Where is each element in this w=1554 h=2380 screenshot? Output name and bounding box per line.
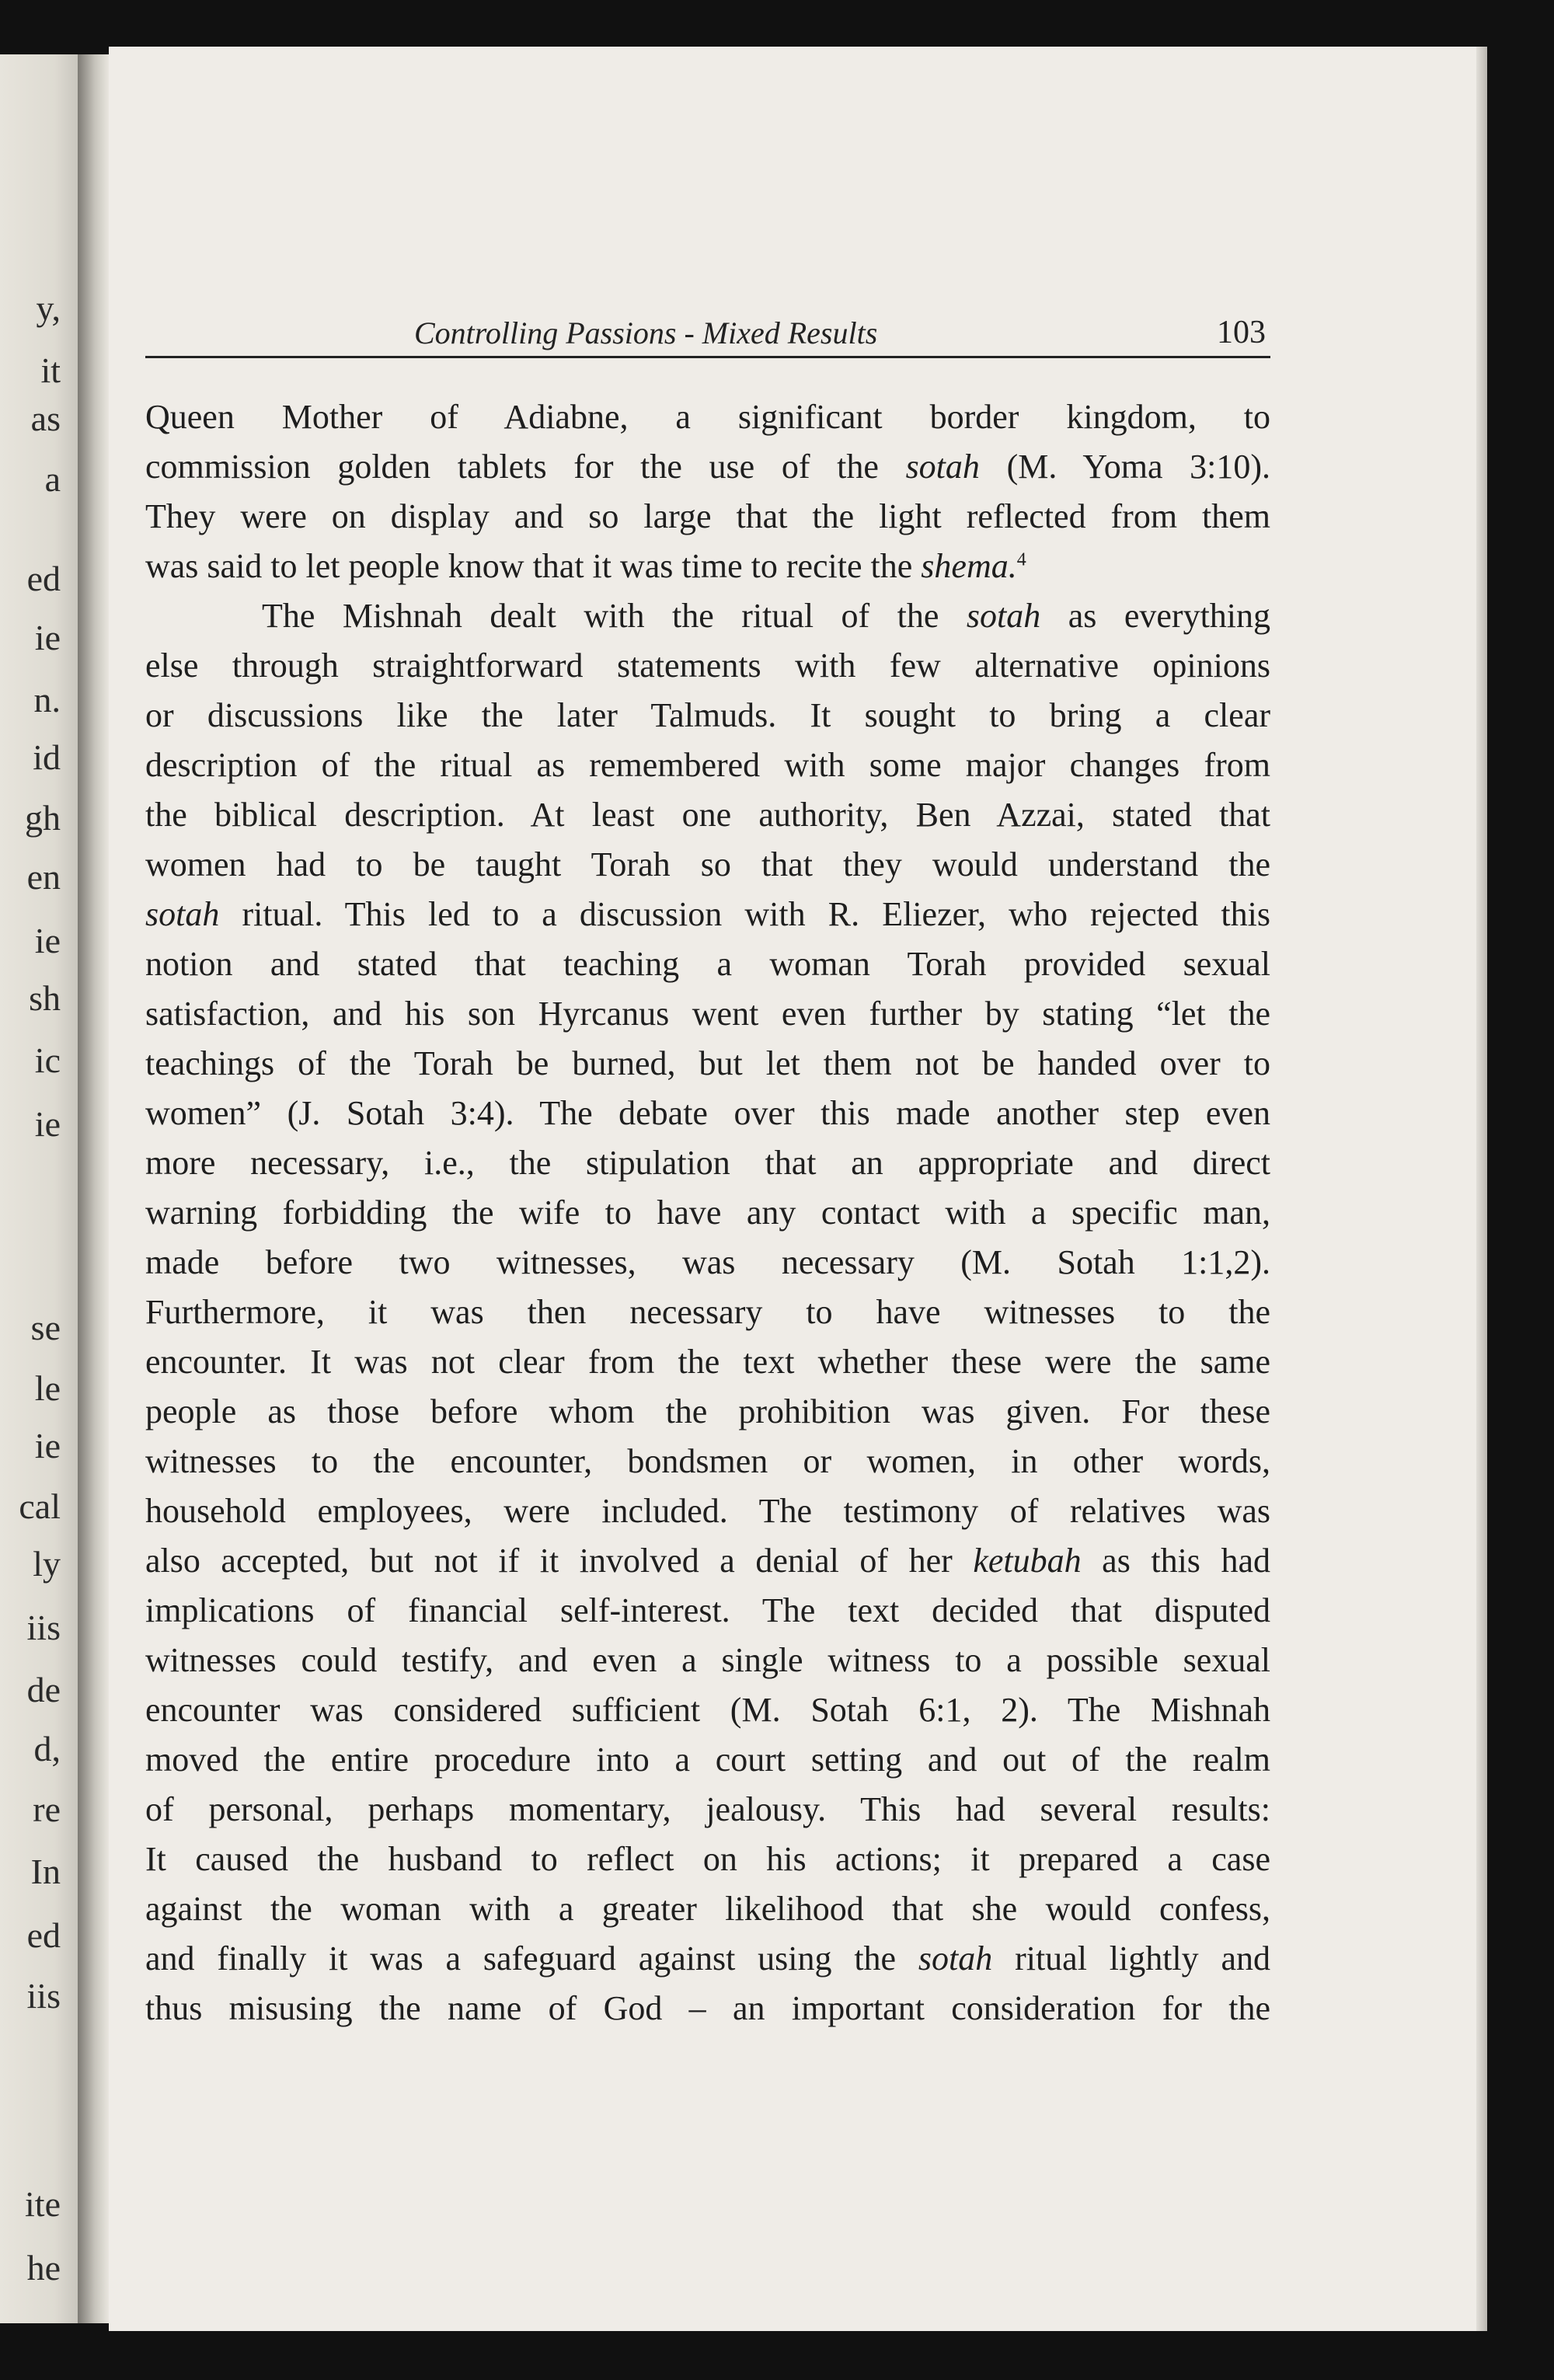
facing-page-fragment: id	[33, 737, 61, 777]
text-line: moved the entire procedure into a court setting and out of the realm	[145, 1741, 1270, 1779]
facing-page-fragment: a	[44, 459, 61, 499]
facing-page-fragment: he	[26, 2248, 61, 2288]
page-edge-shadow	[1476, 47, 1487, 2331]
text-line: notion and stated that teaching a woman Torah provided sexual	[145, 945, 1270, 983]
facing-page-fragment: en	[26, 857, 61, 897]
text-line: encounter. It was not clear from the text whether these were the same	[145, 1343, 1270, 1381]
facing-page-fragment: gh	[25, 798, 61, 838]
text-line: They were on display and so large that the light reflected from them	[145, 497, 1270, 535]
text-line: encounter was considered sufficient (M. Sotah 6:1, 2). The Mishnah	[145, 1691, 1270, 1729]
facing-page-fragment: ie	[34, 921, 61, 960]
text-line: of personal, perhaps momentary, jealousy. This had several results:	[145, 1790, 1270, 1828]
facing-page-fragment: d,	[33, 1729, 61, 1768]
facing-page-fragment: de	[26, 1670, 61, 1709]
text-line: was said to let people know that it was time to recite the shema.$^4$	[145, 547, 1026, 585]
text-line: Furthermore, it was then necessary to have witnesses to the	[145, 1293, 1270, 1331]
facing-page-fragment: ly	[33, 1544, 61, 1584]
text-line: sotah ritual. This led to a discussion with R. Eliezer, who rejected this	[145, 895, 1270, 933]
text-line: The Mishnah dealt with the ritual of the sotah as everything	[262, 597, 1270, 635]
text-line: witnesses to the encounter, bondsmen or women, in other words,	[145, 1442, 1270, 1480]
facing-page-fragment: ed	[26, 1915, 61, 1955]
facing-page-fragment: it	[40, 350, 61, 390]
facing-page-fragment: y,	[36, 288, 61, 328]
italic-term: sotah	[966, 597, 1041, 635]
text-line: and finally it was a safeguard against using the sotah ritual lightly and	[145, 1939, 1270, 1978]
facing-page-text-fragments	[0, 54, 64, 2323]
facing-page-fragment: iis	[26, 1608, 61, 1647]
book-gutter	[78, 54, 109, 2323]
facing-page-fragment: ie	[34, 618, 61, 657]
text-line: teachings of the Torah be burned, but let them not be handed over to	[145, 1044, 1270, 1082]
facing-page-fragment: ite	[25, 2184, 61, 2224]
facing-page-fragment: le	[34, 1368, 61, 1408]
footnote-marker: 4	[1016, 549, 1026, 570]
facing-page-fragment: ed	[26, 559, 61, 598]
text-line: people as those before whom the prohibition was given. For these	[145, 1392, 1270, 1430]
text-line: thus misusing the name of God – an important consideration for the	[145, 1989, 1270, 2027]
text-line: description of the ritual as remembered with some major changes from	[145, 746, 1270, 784]
facing-page-fragment: n.	[33, 680, 61, 720]
text-line: made before two witnesses, was necessary (M. Sotah 1:1,2).	[145, 1243, 1270, 1281]
text-line: commission golden tablets for the use of the sotah (M. Yoma 3:10).	[145, 448, 1270, 486]
facing-page-fragment: In	[30, 1852, 61, 1891]
facing-page-fragment: re	[33, 1789, 61, 1829]
facing-page-fragment: iis	[26, 1976, 61, 2016]
facing-page-edge	[0, 54, 78, 2323]
text-line: more necessary, i.e., the stipulation that an appropriate and direct	[145, 1144, 1270, 1182]
facing-page-fragment: ie	[34, 1426, 61, 1465]
facing-page-fragment: se	[30, 1308, 61, 1347]
text-line: Queen Mother of Adiabne, a significant border kingdom, to	[145, 398, 1270, 436]
facing-page-fragment: cal	[19, 1486, 61, 1526]
text-line: the biblical description. At least one authority, Ben Azzai, stated that	[145, 796, 1270, 834]
text-line: or discussions like the later Talmuds. It sought to bring a clear	[145, 696, 1270, 734]
text-line: implications of financial self-interest. The text decided that disputed	[145, 1591, 1270, 1629]
facing-page-fragment: ie	[34, 1104, 61, 1144]
text-line: It caused the husband to reflect on his actions; it prepared a case	[145, 1840, 1270, 1878]
text-line: satisfaction, and his son Hyrcanus went even further by stating “let the	[145, 995, 1270, 1033]
text-line: against the woman with a greater likelihood that she would confess,	[145, 1890, 1270, 1928]
italic-term: ketubah	[973, 1542, 1082, 1580]
body-text	[145, 392, 1270, 2033]
running-header	[145, 311, 1270, 358]
facing-page-fragment: ic	[34, 1040, 61, 1080]
text-line: household employees, were included. The testimony of relatives was	[145, 1492, 1270, 1530]
page-number: 103	[1217, 315, 1266, 350]
facing-page-fragment: sh	[29, 978, 61, 1018]
text-line: also accepted, but not if it involved a denial of her ketubah as this had	[145, 1542, 1270, 1580]
text-line: else through straightforward statements with few alternative opinions	[145, 646, 1270, 685]
text-line: witnesses could testify, and even a single witness to a possible sexual	[145, 1641, 1270, 1679]
italic-term: sotah	[918, 1939, 993, 1978]
italic-term: sotah	[905, 448, 980, 486]
text-line: women had to be taught Torah so that they would understand the	[145, 845, 1270, 883]
italic-term: shema.	[921, 547, 1017, 585]
running-title: Controlling Passions - Mixed Results	[414, 315, 878, 350]
text-line: women” (J. Sotah 3:4). The debate over this made another step even	[145, 1094, 1270, 1132]
text-line: warning forbidding the wife to have any contact with a specific man,	[145, 1193, 1270, 1232]
facing-page-fragment: as	[30, 399, 61, 438]
italic-term: sotah	[145, 895, 220, 933]
